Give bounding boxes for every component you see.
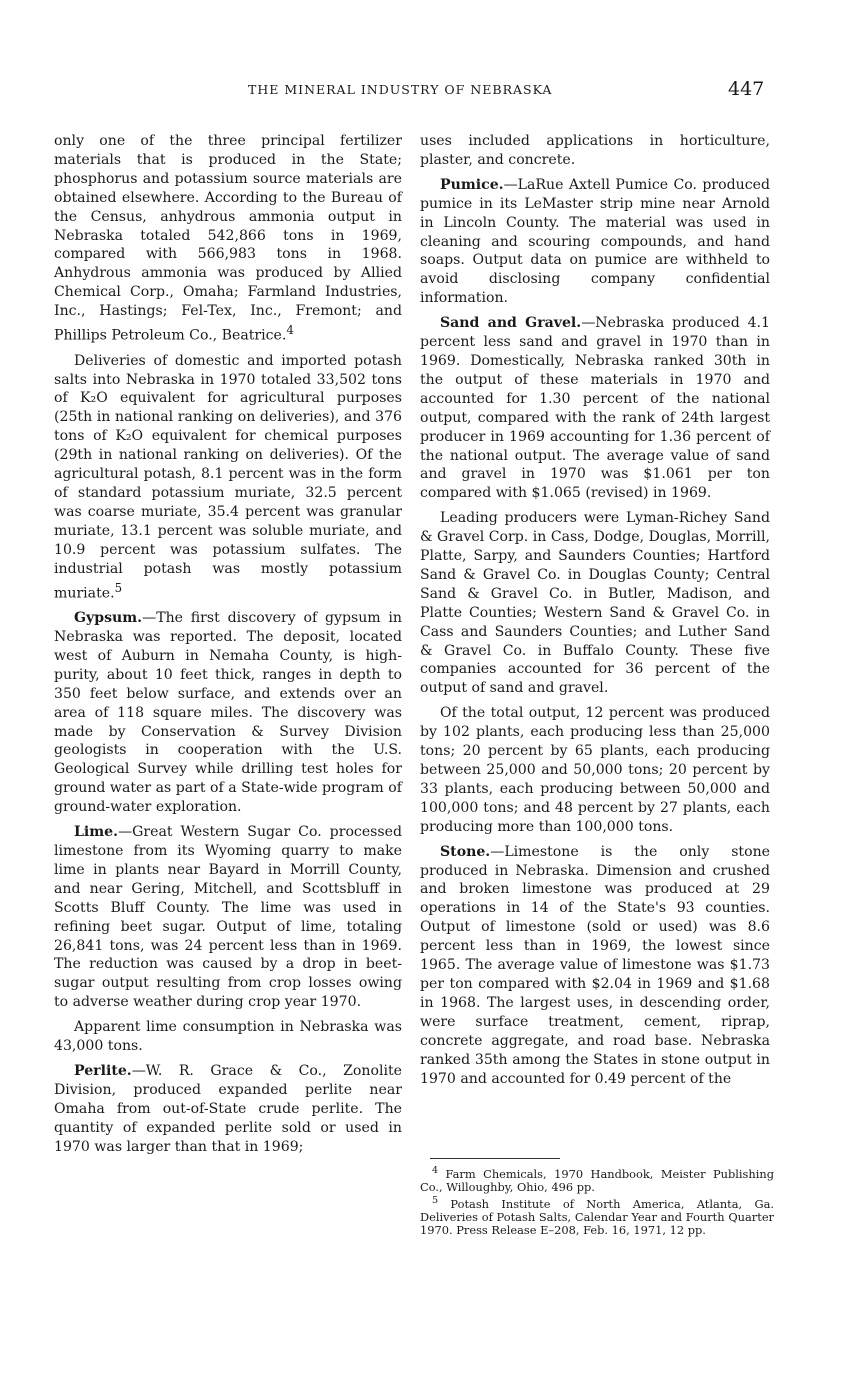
left-column <box>54 132 402 1163</box>
lime-text: —Great Western Sugar Co. processed limestone from its Wyoming quarry to make lime in plants near Bayard in Morrill County, and near Gering, Mitchell, and Scottsbluff in Scotts Bluff County. The lime was used in refining beet sugar. Output of lime, totaling 26,841 tons, was 24 percent less than in 1969. The reduction was caused by a drop in beet-sugar output resulting from crop losses owing to adverse weather during crop year 1970. <box>54 824 402 1011</box>
producers-paragraph: Leading producers were Lyman-Richey Sand & Gravel Corp. in Cass, Dodge, Douglas, Morrill, Platte, Sarpy, and Saunders Counties; Hartford Sand & Gravel Co. in Douglas County; Central Sand & Gravel Co. in Butler, Madison, and Platte Counties; Western Sand & Gravel Co. in Cass and Saunders Counties; and Luther Sand & Gravel Co. in Buffalo County. These five companies accounted for 36 percent of the output of sand and gravel. <box>420 510 770 697</box>
fertilizer-paragraph <box>54 132 402 346</box>
sand-gravel-heading: Sand and Gravel. <box>440 315 582 332</box>
running-title: THE MINERAL INDUSTRY OF NEBRASKA <box>248 82 553 97</box>
sand-gravel-text: —Nebraska produced 4.1 percent less sand and gravel in 1970 than in 1969. Domestically, Nebraska ranked 30th in the output of these materials in 1970 and accounted for 1.30 percent of the national output, compared with the rank of 24th largest producer in 1969 accounting for 1.36 percent of the national output. The average value of sand and gravel in 1970 was $1.061 per ton compared with $1.065 (revised) in 1969. <box>420 315 771 502</box>
gypsum-heading: Gypsum. <box>74 610 143 627</box>
running-header <box>0 80 868 102</box>
perlite-paragraph <box>54 1062 402 1157</box>
perlite-continued-paragraph: uses included applications in horticulture, plaster, and concrete. <box>420 133 770 168</box>
footnote-4 <box>420 1164 774 1194</box>
footnote-5-text: Potash Institute of North America, Atlanta, Ga. Deliveries of Potash Salts, Calendar Year and Fourth Quarter 1970. Press Release E–208, Feb. 16, 1971, 12 pp. <box>420 1197 775 1238</box>
gypsum-paragraph <box>54 609 402 817</box>
stone-text: —Limestone is the only stone produced in Nebraska. Dimension and crushed and broken limestone was produced at 29 operations in 14 of the State's 93 counties. Output of limestone (sold or used) was 8.6 percent less than in 1969, the lowest since 1965. The average value of limestone was $1.73 per ton compared with $2.04 in 1969 and $1.68 in 1968. The largest uses, in descending order, were surface treatment, cement, riprap, concrete aggregate, and road base. Nebraska ranked 35th among the States in stone output in 1970 and accounted for 0.49 percent of the <box>420 843 770 1087</box>
footnote-ref-5: 5 <box>114 580 123 595</box>
footnote-ref-4: 4 <box>286 323 294 338</box>
potash-text: Deliveries of domestic and imported potash salts into Nebraska in 1970 totaled 33,502 tons of K₂O equivalent for agricultural purposes (25th in national ranking on deliveries), and 376 tons of K₂O equivalent for chemical purposes (29th in national ranking on deliveries). Of the agricultural potash, 8.1 percent was in the form of standard potassium muriate, 32.5 percent was coarse muriate, 35.4 percent was granular muriate, 13.1 percent was soluble muriate, and 10.9 percent was potassium sulfates. The industrial potash was mostly potassium muriate. <box>54 352 402 602</box>
pumice-paragraph <box>420 176 770 308</box>
lime-paragraph <box>54 823 402 1012</box>
lime-heading: Lime. <box>74 824 119 841</box>
stone-heading: Stone. <box>440 843 491 860</box>
footnote-4-mark: 4 <box>432 1165 439 1176</box>
pumice-heading: Pumice. <box>440 176 504 193</box>
footnote-4-text: Farm Chemicals, 1970 Handbook, Meister Publishing Co., Willoughby, Ohio, 496 pp. <box>420 1166 774 1194</box>
lime-consumption-paragraph: Apparent lime consumption in Nebraska was 43,000 tons. <box>54 1019 402 1055</box>
fertilizer-text: only one of the three principal fertilizer materials that is produced in the State; phosphorus and potassium source materials are obtained elsewhere. According to the Bureau of the Census, anhydrous ammonia output in Nebraska totaled 542,866 tons in 1969, compared with 566,983 tons in 1968. Anhydrous ammonia was produced by Allied Chemical Corp., Omaha; Farmland Industries, Inc., Hastings; Fel-Tex, Inc., Fremont; and Phillips Petroleum Co., Beatrice. <box>54 133 402 344</box>
page-number: 447 <box>728 78 765 100</box>
footnote-5 <box>420 1194 774 1237</box>
gypsum-text: —The first discovery of gypsum in Nebraska was reported. The deposit, located west of Auburn in Nemaha County, is high-purity, about 10 feet thick, ranges in depth to 350 feet below surface, and extends over an area of 118 square miles. The discovery was made by Conservation & Survey Division geologists in cooperation with the U.S. Geological Survey while drilling test holes for ground water as part of a State-wide program of ground-water exploration. <box>54 610 402 816</box>
stone-paragraph <box>420 843 770 1089</box>
potash-paragraph <box>54 352 402 603</box>
footnote-5-mark: 5 <box>432 1195 439 1207</box>
output-paragraph: Of the total output, 12 percent was produced by 102 plants, each producing less than 25,000 tons; 20 percent by 65 plants, each producing between 25,000 and 50,000 tons; 20 percent by 33 plants, each producing between 50,000 and 100,000 tons; and 48 percent by 27 plants, each producing more than 100,000 tons. <box>420 705 770 835</box>
pumice-text: —LaRue Axtell Pumice Co. produced pumice in its LeMaster strip mine near Arnold in Lincoln County. The material was used in cleaning and scouring compounds, and hand soaps. Output data on pumice are withheld to avoid disclosing company confidential information. <box>420 176 770 307</box>
sand-gravel-paragraph <box>420 314 770 503</box>
perlite-text: —W. R. Grace & Co., Zonolite Division, produced expanded perlite near Omaha from out-of-State crude perlite. The quantity of expanded perlite sold or used in 1970 was larger than that in 1969; <box>54 1062 402 1155</box>
perlite-heading: Perlite. <box>74 1062 132 1079</box>
right-column <box>420 132 770 1094</box>
footnotes <box>420 1164 774 1238</box>
footnote-divider <box>430 1158 560 1159</box>
